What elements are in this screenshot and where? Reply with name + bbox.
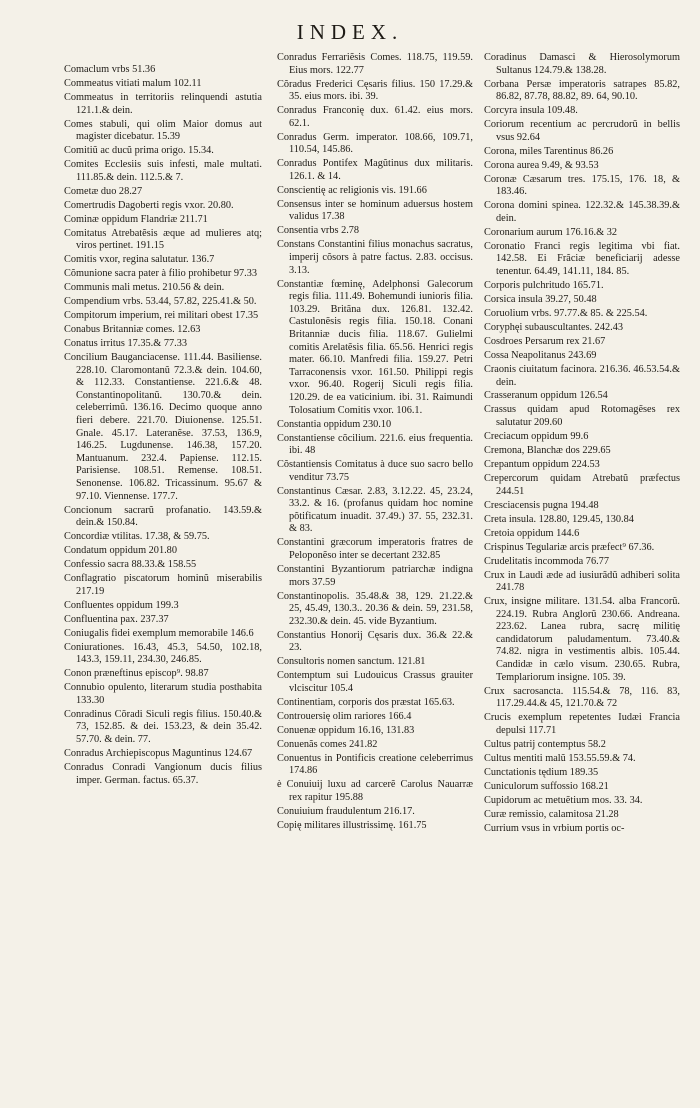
index-entry: Conatus irritus 17.35.& 77.33 — [64, 338, 187, 350]
index-entry: Conradinus Cõradi Siculi regis filius. 150.40.& 73, 152.85. & dei. 153.23, & dein 35.42. 57.70. & dein. 77. — [64, 708, 262, 746]
index-column-2 — [277, 52, 473, 834]
index-entry: Cominæ oppidum Flandriæ 211.71 — [64, 213, 208, 225]
index-entry: Concordiæ vtilitas. 17.38, & 59.75. — [64, 531, 210, 543]
index-entry: Cunctationis tędium 189.35 — [484, 766, 599, 778]
index-entry: Compendium vrbs. 53.44, 57.82, 225.41.& 50. — [64, 296, 257, 308]
index-entry: Constantinopolis. 35.48.& 38, 129. 21.22.& 25, 45.49, 130.3.. 20.36 & dein. 59, 231.58, 232.30.& dein. 45. vide Byzantium. — [277, 590, 473, 627]
index-entry: Consultoris nomen sanctum. 121.81 — [277, 656, 426, 668]
index-entry: Conradus Germ. imperator. 108.66, 109.71, 110.54, 145.86. — [277, 131, 473, 156]
index-entry: Conradus Pontifex Magũtinus dux militaris. 126.1. & 14. — [277, 158, 473, 182]
index-entry: Crucis exemplum repetentes Iudæi Francia depulsi 117.71 — [484, 712, 680, 736]
index-entry: Commeatus vitiati malum 102.11 — [64, 77, 202, 89]
index-entry: Consensus inter se hominum aduersus hostem validus 17.38 — [277, 198, 473, 223]
index-entry: Conradus Ferrariẽsis Comes. 118.75, 119.59. Eius mors. 122.77 — [277, 52, 473, 76]
index-entry: Cretoia oppidum 144.6 — [484, 527, 580, 539]
index-entry: Consentia vrbs 2.78 — [277, 225, 360, 237]
index-entry: Cõradus Frederici Cęsaris filius. 150 17.29.& 35. eius mors. ibi. 39. — [277, 78, 473, 103]
index-entry: Crassus quidam apud Rotomagẽses rex salutatur 209.60 — [484, 404, 680, 429]
index-entry: Comaclum vrbs 51.36 — [64, 64, 156, 75]
index-entry: Coruolium vrbs. 97.77.& 85. & 225.54. — [484, 307, 648, 319]
index-entry: Constantinus Cæsar. 2.83, 3.12.22. 45, 23.24, 33.2. & 16. (profanus quidam hoc nomine põtificatum inuadit. 37.49.) 37. 55, 232.31. & 83. — [277, 485, 473, 535]
index-entry: Concionum sacrarũ profanatio. 143.59.& dein.& 150.84. — [64, 504, 262, 529]
index-entry: Copię militares illustrissimę. 161.75 — [277, 819, 427, 831]
index-entry: Confluentina pax. 237.37 — [64, 613, 169, 625]
index-entry: Conabus Britanniæ comes. 12.63 — [64, 324, 201, 336]
index-entry: Corona, miles Tarentinus 86.26 — [484, 145, 614, 157]
index-entry: Cremona, Blanchæ dos 229.65 — [484, 445, 611, 457]
index-entry: Creciacum oppidum 99.6 — [484, 431, 589, 443]
index-entry: Conuenæ oppidum 16.16, 131.83 — [277, 724, 415, 736]
index-entry: Confluentes oppidum 199.3 — [64, 599, 179, 611]
index-entry: Conuiuium fraudulentum 216.17. — [277, 806, 415, 817]
index-entry: Corbana Persæ imperatoris satrapes 85.82, 86.82, 87.78, 88.82, 89. 64, 90.10. — [484, 78, 680, 103]
index-entry: Connubio opulento, literarum studia posthabita 133.30 — [64, 682, 262, 706]
index-entry: Coronæ Cæsarum tres. 175.15, 176. 18, & 183.46. — [484, 173, 680, 198]
index-entry: Constantini Byzantiorum patriarchæ indigna mors 37.59 — [277, 564, 473, 588]
index-entry: Constantini græcorum imperatoris fratres de Peloponẽso inter se decertant 232.85 — [277, 537, 473, 562]
index-entry: Curæ remissio, calamitosa 21.28 — [484, 808, 619, 820]
index-entry: Crasseranum oppidum 126.54 — [484, 390, 608, 402]
index-entry: Cõmunione sacra pater à filio prohibetur 97.33 — [64, 268, 258, 280]
index-entry: Comitiũ ac ducũ prima origo. 15.34. — [64, 145, 214, 157]
index-entry: Coradinus Damasci & Hierosolymorum Sultanus 124.79.& 138.28. — [484, 52, 680, 76]
index-entry: Comes stabuli, qui olim Maior domus aut magister dicebatur. 15.39 — [64, 118, 262, 143]
index-entry: Crux in Laudi æde ad iusiurãdũ adhiberi solita 241.78 — [484, 569, 680, 594]
index-entry: Crispinus Tegulariæ arcis præfect⁹ 67.36. — [484, 541, 655, 553]
index-entry: Cresciacensis pugna 194.48 — [484, 499, 599, 511]
index-entry: Coniurationes. 16.43, 45.3, 54.50, 102.18, 143.3, 159.11, 234.30, 246.85. — [64, 641, 262, 666]
index-entry: Coniugalis fidei exemplum memorabile 146.6 — [64, 627, 254, 639]
index-entry: Communis mali metus. 210.56 & dein. — [64, 282, 225, 294]
index-entry: Coriorum recentium ac percrudorũ in bellis vsus 92.64 — [484, 119, 680, 143]
index-entry: Cosdroes Persarum rex 21.67 — [484, 335, 606, 347]
index-entry: Corporis pulchritudo 165.71. — [484, 280, 604, 291]
index-column-1 — [64, 64, 262, 789]
index-entry: Cossa Neapolitanus 243.69 — [484, 349, 597, 361]
index-entry: Crudelitatis incommoda 76.77 — [484, 555, 609, 567]
index-entry: Cultus patrij contemptus 58.2 — [484, 738, 606, 750]
index-entry: Constantius Honorij Cęsaris dux. 36.& 22.& 23. — [277, 629, 473, 654]
index-entry: Craonis ciuitatum facinora. 216.36. 46.53.54.& dein. — [484, 363, 680, 388]
index-entry: Commeatus in territoriis relinquendi astutia 121.1.& dein. — [64, 91, 262, 116]
index-entry: Comites Ecclesiis suis infesti, male multati. 111.85.& dein. 112.5.& 7. — [64, 159, 262, 183]
index-entry: Cuniculorum suffossio 168.21 — [484, 780, 609, 792]
index-entry: Condatum oppidum 201.80 — [64, 545, 177, 557]
index-entry: Corona domini spinea. 122.32.& 145.38.39.& dein. — [484, 200, 680, 224]
index-entry: Cõstantiensis Comitatus à duce suo sacro bello venditur 73.75 — [277, 459, 473, 483]
page-title: INDEX. — [296, 20, 404, 44]
index-column-3 — [484, 52, 680, 837]
index-entry: Currium vsus in vrbium portis oc- — [484, 822, 625, 834]
index-entry: Constantiæ fœminę, Adelphonsi Galecorum regis filia. 111.49. Bohemundi iunioris filia. 103.29. Britãna dux. 126.81. 132.42. Castulonẽsis regis filia. 150.18. Conani Britanniæ ducis filia. 118.67. Gulielmi comitis Arelatẽsis filia. 65.56. Henrici regis mater. 66.10. Manfredi filia. 159.27. Petri Tarraconensis vxor. 161.50. Philippi regis vxor. 96.40. Rogerij Siculi regis filia. 120.29. de ea vaticinium. ibi. 31. Raimundi Tolosatium Comitis vxor. 106.1. — [277, 278, 473, 416]
index-entry: Constantia oppidum 230.10 — [277, 418, 392, 430]
index-entry: Coronatio Franci regis legitima vbi fiat. 142.58. Ei Frãciæ beneficiarij adesse tenentur. 64.49, 141.11, 184. 85. — [484, 240, 680, 278]
index-entry: Corona aurea 9.49, & 93.53 — [484, 159, 599, 171]
index-entry: Conradus Franconię dux. 61.42. eius mors. 62.1. — [277, 105, 473, 129]
index-entry: Conon præneftinus episcop⁹. 98.87 — [64, 668, 209, 680]
index-entry: è Conuiuij luxu ad carcerẽ Carolus Nauarræ rex rapitur 195.88 — [277, 779, 473, 804]
index-entry: Conscientię ac religionis vis. 191.66 — [277, 184, 427, 196]
index-entry: Crux, insigne militare. 131.54. alba Francorũ. 224.19. Rubra Anglorũ 230.66. Andreana. 223.62. Lanea rubra, sacrę militię candidatorum paludamentum. 73.40.& 74.82. nigra in vestimentis albis. 105.44. Candidæ in cælo visum. 230.65. Rubra, Templariorum insigne. 105. 39. — [484, 596, 680, 683]
index-entry: Compitorum imperium, rei militari obest 17.35 — [64, 310, 259, 322]
index-entry: Crepercorum quidam Atrebatũ præfectus 244.51 — [484, 473, 680, 497]
index-entry: Contemptum sui Ludouicus Crassus grauiter vlciscitur 105.4 — [277, 670, 473, 694]
index-entry: Cupidorum ac metuẽtium mos. 33. 34. — [484, 794, 643, 806]
index-entry: Comitatus Atrebatẽsis æque ad mulieres atq; viros pertinet. 191.15 — [64, 227, 262, 252]
index-entry: Constans Constantini filius monachus sacratus, imperij cõsors à patre factus. 2.83. occisus. 3.13. — [277, 239, 473, 276]
index-entry: Conuentus in Pontificis creatione celeberrimus 174.86 — [277, 752, 473, 777]
index-entry: Conflagratio piscatorum hominũ miserabilis 217.19 — [64, 573, 262, 597]
index-entry: Controuersię olim rariores 166.4 — [277, 710, 412, 722]
index-entry: Comertrudis Dagoberti regis vxor. 20.80. — [64, 199, 234, 211]
index-entry: Cometæ duo 28.27 — [64, 185, 143, 197]
index-entry: Corsica insula 39.27, 50.48 — [484, 293, 597, 305]
index-entry: Creta insula. 128.80, 129.45, 130.84 — [484, 513, 634, 525]
index-entry: Constantiense cõcilium. 221.6. eius frequentia. ibi. 48 — [277, 432, 473, 457]
index-entry: Cultus mentiti malũ 153.55.59.& 74. — [484, 752, 636, 764]
index-entry: Comitis vxor, regina salutatur. 136.7 — [64, 254, 215, 266]
index-entry: Confessio sacra 88.33.& 158.55 — [64, 559, 197, 571]
index-entry: Coronarium aurum 176.16.& 32 — [484, 226, 617, 238]
index-entry: Conradus Archiepiscopus Maguntinus 124.67 — [64, 748, 253, 759]
index-entry: Conuenãs comes 241.82 — [277, 738, 378, 750]
index-entry: Coryphęi subauscultantes. 242.43 — [484, 321, 623, 333]
index-entry: Crepantum oppidum 224.53 — [484, 459, 600, 471]
index-entry: Corcyra insula 109.48. — [484, 105, 578, 117]
index-entry: Continentiam, corporis dos præstat 165.63. — [277, 696, 455, 708]
index-entry: Conradus Conradi Vangionum ducis filius imper. German. factus. 65.37. — [64, 761, 262, 786]
index-entry: Crux sacrosancta. 115.54.& 78, 116. 83, 117.29.44.& 45, 121.70.& 72 — [484, 685, 680, 710]
index-entry: Concilium Bauganciacense. 111.44. Basiliense. 228.10. Claromontanũ 72.3.& dein. 104.60, & 112.33. Constantiense. 221.6.& 48. Constantinopolitanũ. 130.70.& dein. celeberrimũ. 136.16. Decimo quoque anno fieri debere. 221.70. Diuionense. 125.51. Gnale. 45.17. Lateranẽse. 37.53, 136.9, 146.25. Lugdunense. 146.38, 157.20. Mantuanum. 232.4. Papiense. 112.15. Parisiense. 108.51. Remense. 108.51. Senonense. 106.82. Tricassinum. 95.67 & 97.10. Viennense. 177.7. — [64, 352, 262, 502]
